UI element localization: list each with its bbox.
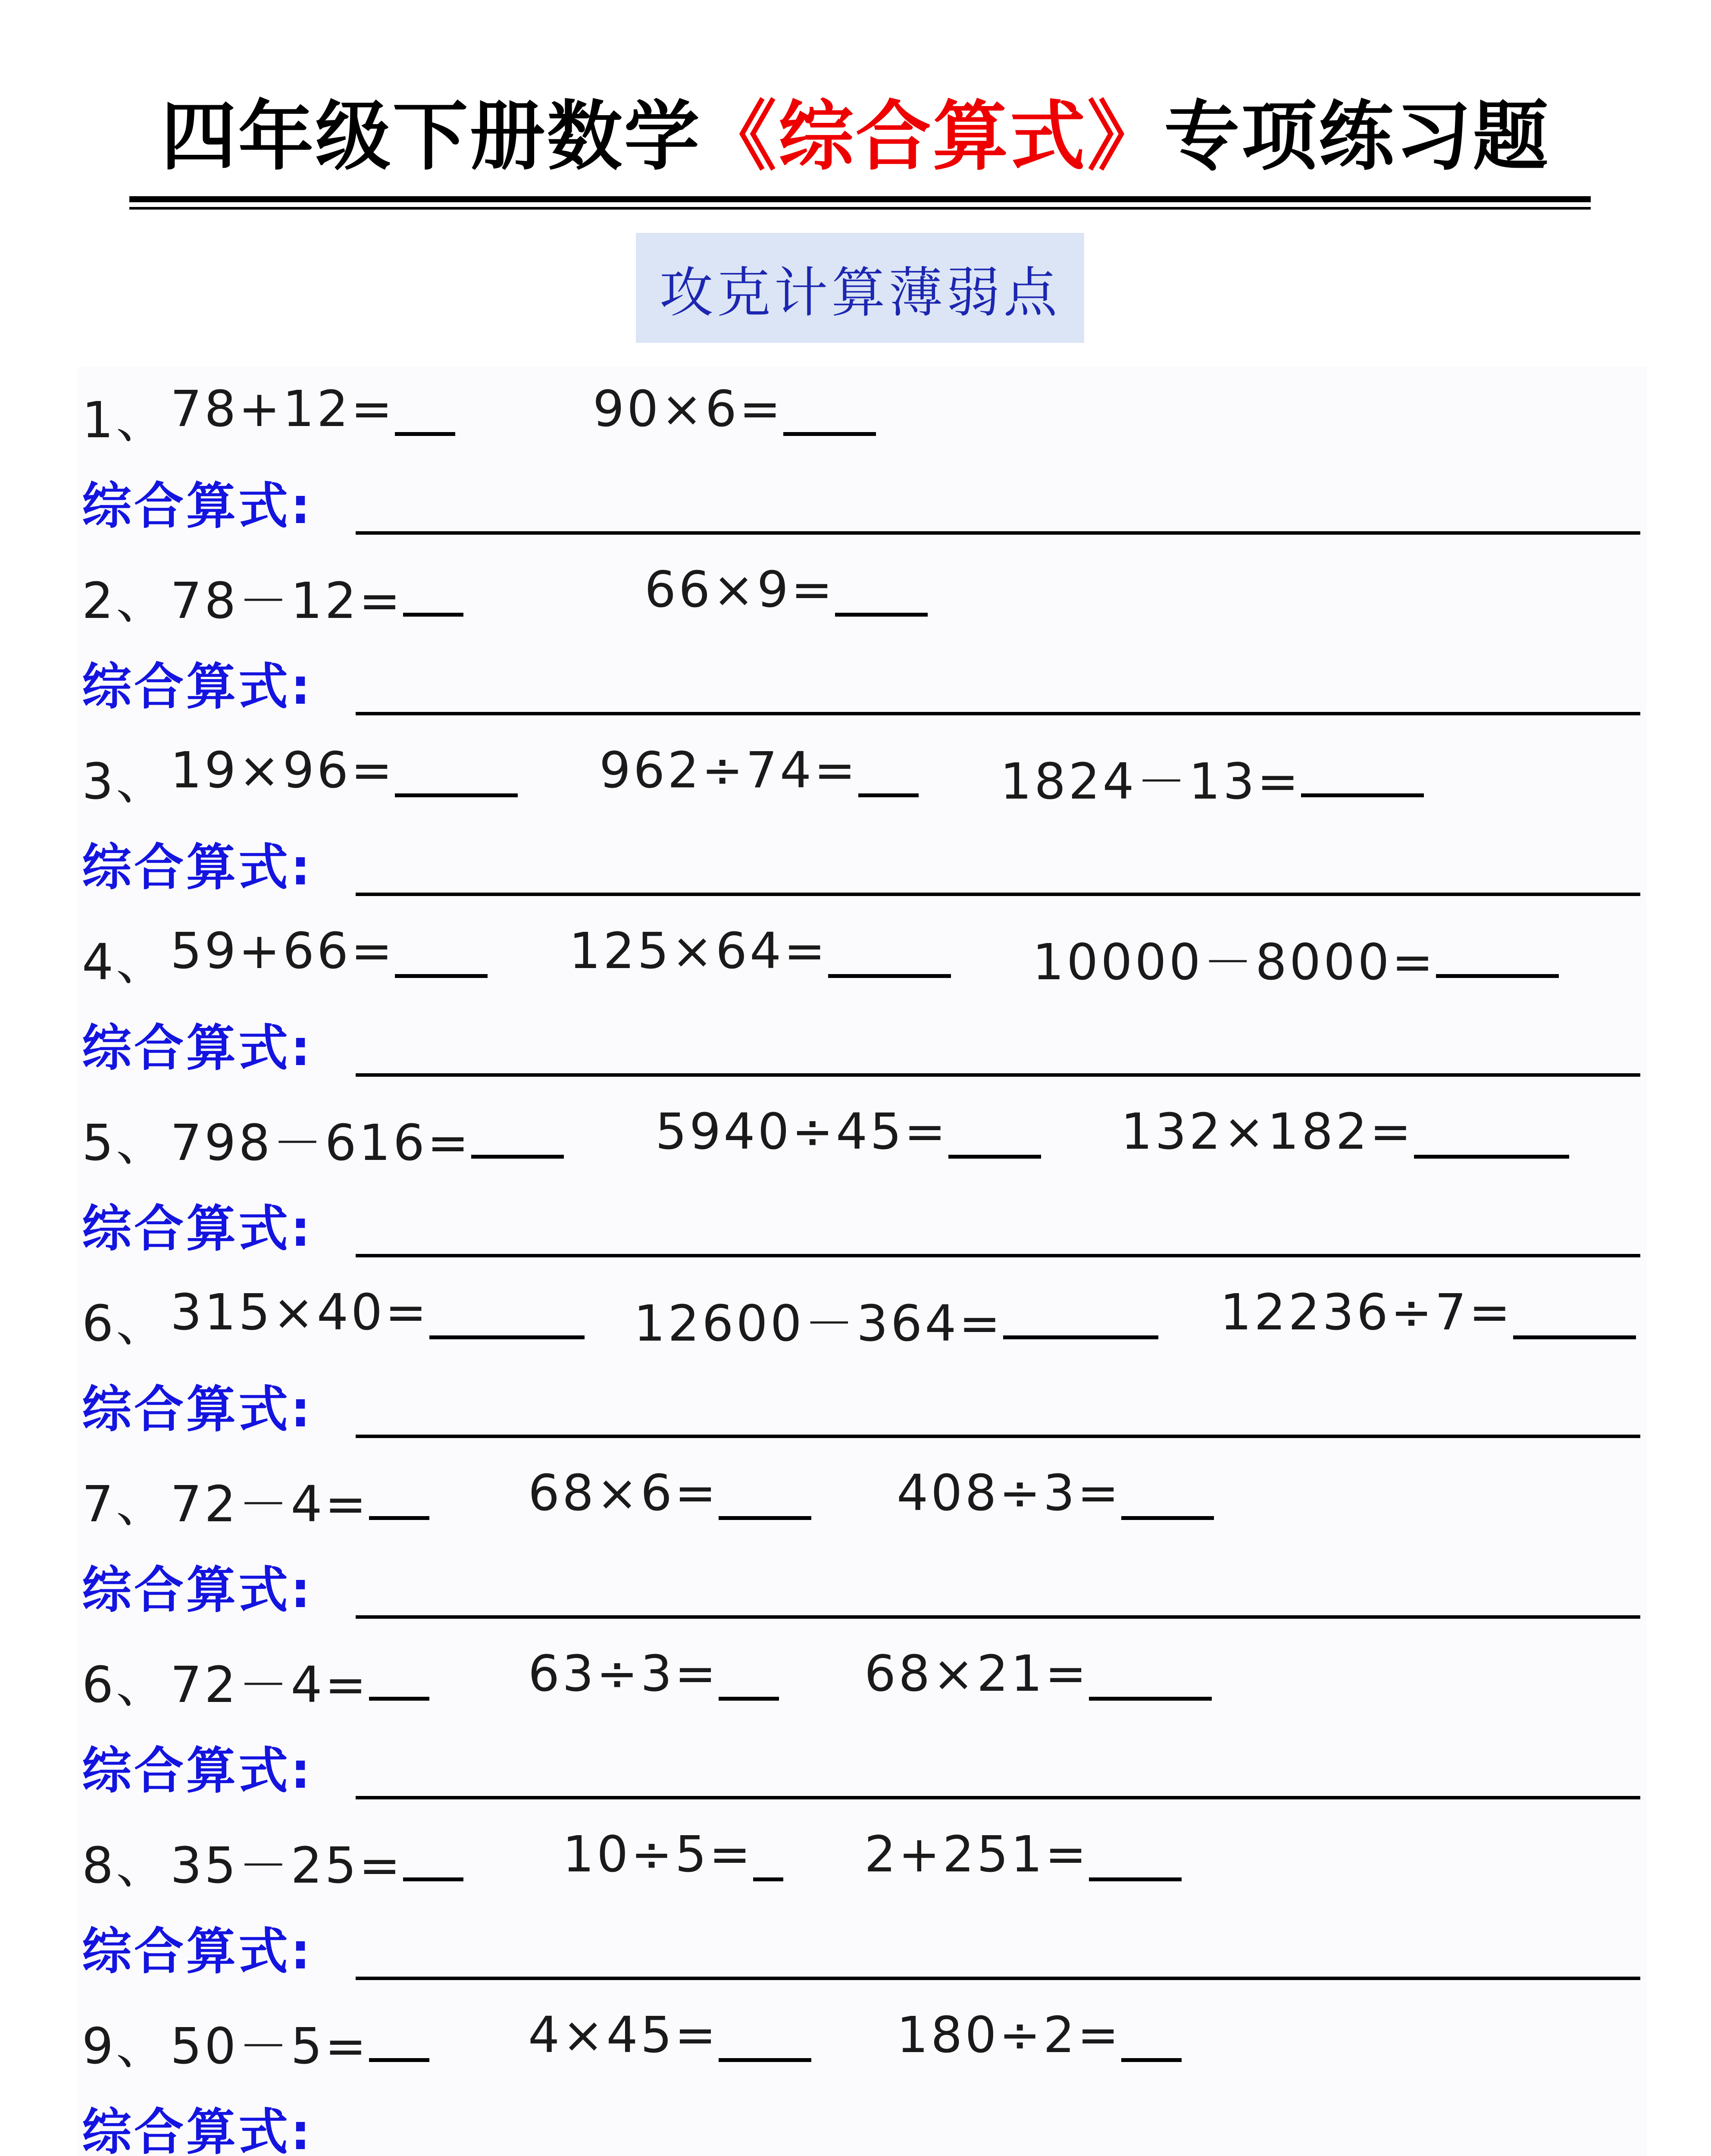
answer-line[interactable]: [356, 1435, 1640, 1438]
problem-row: [0, 914, 1711, 1095]
answer-blank[interactable]: [1089, 1645, 1212, 1701]
equation: 10÷5=: [563, 1826, 783, 1883]
equation: 5940÷45=: [655, 1103, 1041, 1161]
worksheet-title: [0, 93, 1711, 181]
problem-row: [0, 1817, 1711, 1998]
answer-label: 综合算式:: [82, 1742, 313, 1800]
equation: 12236÷7=: [1220, 1284, 1636, 1341]
answer-blank[interactable]: [753, 1826, 783, 1881]
answer-label: 综合算式:: [82, 839, 313, 896]
answer-blank[interactable]: [403, 1826, 463, 1881]
answer-blank[interactable]: [783, 380, 876, 436]
answer-blank[interactable]: [429, 1284, 585, 1339]
problem-number: 8、: [82, 1837, 169, 1895]
answer-blank[interactable]: [471, 1103, 564, 1159]
answer-blank[interactable]: [1436, 922, 1559, 978]
answer-blank[interactable]: [1121, 2006, 1182, 2062]
answer-blank[interactable]: [948, 1103, 1041, 1159]
problem-row: [0, 372, 1711, 553]
problem-number: 6、: [82, 1295, 169, 1353]
answer-blank[interactable]: [369, 2006, 429, 2062]
answer-blank[interactable]: [403, 561, 463, 617]
title-grade: 四年级下册数学: [161, 93, 701, 181]
equation: 798－616=: [170, 1103, 564, 1174]
equation: 90×6=: [593, 380, 876, 438]
answer-blank[interactable]: [369, 1645, 429, 1701]
problem-row: [0, 552, 1711, 733]
equation: 4×45=: [528, 2006, 811, 2064]
problem-row: [0, 1636, 1711, 1818]
equation: 180÷2=: [897, 2006, 1182, 2064]
answer-blank[interactable]: [835, 561, 928, 617]
title-rule-thick: [129, 196, 1591, 202]
equation: 68×21=: [864, 1645, 1212, 1703]
equation: 125×64=: [569, 922, 951, 980]
answer-blank[interactable]: [369, 1464, 429, 1520]
answer-label: 综合算式:: [82, 477, 313, 535]
answer-line[interactable]: [356, 1254, 1640, 1257]
answer-blank[interactable]: [395, 922, 488, 978]
answer-blank[interactable]: [828, 922, 951, 978]
answer-line[interactable]: [356, 531, 1640, 535]
problem-row: [0, 1094, 1711, 1275]
problem-number: 4、: [82, 934, 169, 991]
answer-blank[interactable]: [1301, 742, 1424, 797]
problem-number: 9、: [82, 2018, 169, 2075]
equation: 78+12=: [170, 380, 455, 438]
answer-blank[interactable]: [719, 1645, 779, 1701]
equation: 72－4=: [170, 1464, 429, 1536]
equation: 35－25=: [170, 1826, 463, 1897]
answer-blank[interactable]: [1003, 1284, 1158, 1339]
problem-row: [0, 1275, 1711, 1456]
answer-line[interactable]: [356, 1615, 1640, 1619]
answer-line[interactable]: [356, 1073, 1640, 1077]
title-rule-thin: [129, 207, 1591, 210]
problem-number: 7、: [82, 1476, 169, 1533]
title-topic: 《综合算式》: [701, 93, 1164, 181]
equation: 78－12=: [170, 561, 463, 632]
problem-number: 1、: [82, 392, 169, 449]
answer-label: 综合算式:: [82, 1561, 313, 1619]
answer-line[interactable]: [356, 712, 1640, 715]
answer-line[interactable]: [356, 893, 1640, 896]
answer-label: 综合算式:: [82, 1200, 313, 1258]
answer-blank[interactable]: [395, 742, 518, 797]
answer-label: 综合算式:: [82, 2103, 313, 2156]
title-suffix: 专项练习题: [1164, 93, 1550, 181]
problem-row: [0, 1998, 1711, 2156]
answer-blank[interactable]: [1089, 1826, 1182, 1881]
answer-label: 综合算式:: [82, 1923, 313, 1981]
problem-row: [0, 1456, 1711, 1637]
equation: 19×96=: [170, 742, 518, 799]
answer-blank[interactable]: [1414, 1103, 1569, 1159]
equation: 68×6=: [528, 1464, 811, 1522]
equation: 1824－13=: [1000, 742, 1424, 813]
equation: 72－4=: [170, 1645, 429, 1716]
equation: 2+251=: [864, 1826, 1182, 1883]
problem-row: [0, 733, 1711, 914]
equation: 10000－8000=: [1032, 922, 1559, 993]
equation: 66×9=: [644, 561, 928, 619]
problem-number: 3、: [82, 753, 169, 811]
answer-label: 综合算式:: [82, 658, 313, 716]
answer-blank[interactable]: [395, 380, 455, 436]
problem-number: 2、: [82, 572, 169, 630]
equation: 12600－364=: [634, 1284, 1158, 1355]
answer-blank[interactable]: [1121, 1464, 1214, 1520]
equation: 315×40=: [170, 1284, 585, 1341]
equation: 408÷3=: [897, 1464, 1214, 1522]
answer-blank[interactable]: [719, 2006, 811, 2062]
answer-blank[interactable]: [719, 1464, 811, 1520]
problem-number: 6、: [82, 1656, 169, 1714]
equation: 59+66=: [170, 922, 488, 980]
answer-line[interactable]: [356, 1796, 1640, 1799]
equation: 132×182=: [1121, 1103, 1569, 1161]
answer-label: 综合算式:: [82, 1019, 313, 1077]
subtitle-banner: 攻克计算薄弱点: [636, 233, 1084, 343]
equation: 962÷74=: [599, 742, 919, 799]
answer-blank[interactable]: [1513, 1284, 1636, 1339]
equation: 63÷3=: [528, 1645, 779, 1703]
equation: 50－5=: [170, 2006, 429, 2078]
answer-label: 综合算式:: [82, 1381, 313, 1438]
problem-number: 5、: [82, 1114, 169, 1172]
answer-blank[interactable]: [858, 742, 919, 797]
answer-line[interactable]: [356, 1977, 1640, 1980]
